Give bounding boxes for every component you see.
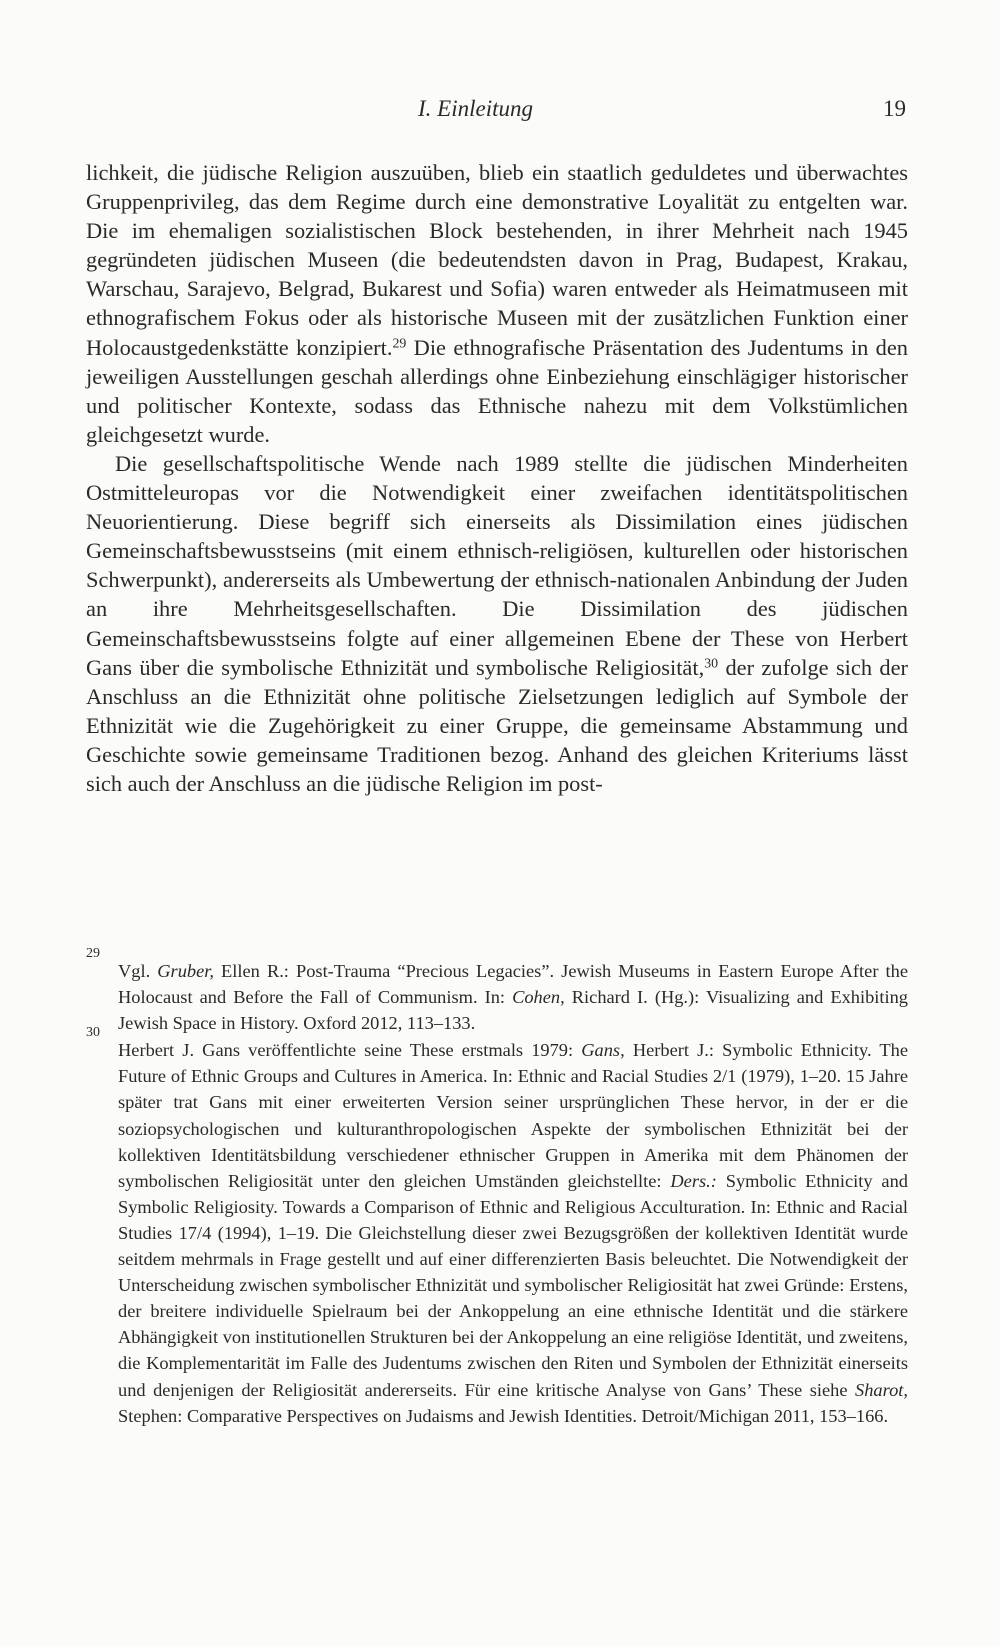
author-name: Gans,	[581, 1040, 625, 1061]
footnote-ref-30: 30	[704, 655, 719, 671]
footnotes	[86, 946, 908, 1430]
footnote-ref-29: 29	[392, 335, 407, 351]
footnote-text: Richard I. (Hg.): Visualizing and Exhibiting Jewish Space in History. Oxford 2012, 113–133.	[118, 987, 908, 1034]
main-text	[86, 158, 908, 798]
footnote-text: Stephen: Comparative Perspectives on Judaisms and Jewish Identities. Detroit/Michigan 2011, 153–166.	[118, 1405, 889, 1426]
paragraph-2-text-a: Die gesellschaftspolitische Wende nach 1989 stellte die jüdischen Minderheiten Ostmitteleuropas vor die Notwendigkeit einer zweifachen identitätspolitischen Neuorientierung. Diese begriff sich einerseits als Dissimilation eines jüdischen Gemeinschaftsbewusstseins (mit einem ethnisch-religiösen, kulturellen oder historischen Schwerpunkt), andererseits als Umbewertung der ethnisch-nationalen Anbindung der Juden an ihre Mehrheitsgesellschaften. Die Dissimilation des jüdischen Gemeinschaftsbewusstseins folgte auf einer allgemeinen Ebene der These von Herbert Gans über die symbolische Ethnizität und symbolische Religiosität,	[86, 450, 908, 680]
running-head: I. Einleitung	[418, 96, 533, 121]
paragraph-2	[86, 449, 908, 798]
footnote-text: Herbert J.: Symbolic Ethnicity. The Future of Ethnic Groups and Cultures in America. In: Ethnic and Racial Studies 2/1 (1979), 1–20. 15 Jahre später trat Gans mit einer erweiterten Version seiner ursprünglichen These hervor, in der er die soziopsychologischen und kulturanthropologischen Aspekte der symbolischen Ethnizität bei der kollektiven Identitätsbildung verschiedener ethnischer Gruppen in Amerika mit dem Phänomen der symbolischen Religiosität unter den gleichen Umständen gleichstellte:	[118, 1040, 908, 1191]
author-name: Cohen,	[512, 987, 565, 1008]
footnote-text: Herbert J. Gans veröffentlichte seine These erstmals 1979:	[118, 1040, 582, 1061]
paragraph-2-text-b: der zufolge sich der Anschluss an die Ethnizität ohne politische Zielsetzungen lediglich auf Symbole der Ethnizität wie die Zugehörigkeit zu einer Gruppe, die gemeinsame Abstammung und Geschichte sowie gemeinsame Traditionen bezog. Anhand des gleichen Kriteriums lässt sich auch der Anschluss an die jüdische Religion im post-	[86, 654, 908, 796]
author-name: Ders.:	[670, 1170, 717, 1191]
author-name: Gruber,	[157, 961, 214, 981]
footnote-text: Symbolic Ethnicity and Symbolic Religiosity. Towards a Comparison of Ethnic and Religious Acculturation. In: Ethnic and Racial Studies 17/4 (1994), 1–19. Die Gleichstellung dieser zwei Bezugsgrößen der kollektiven Identität wurde seitdem mehrmals in Frage gestellt und auf einer differenzierten Basis beleuchtet. Die Notwendigkeit der Unterscheidung zwischen symbolischer Ethnizität und symbolischer Religiosität hat zwei Gründe: Erstens, der breitere individuelle Spielraum bei der Ankoppelung an eine ethnische Identität und die stärkere Abhängigkeit von institutionellen Strukturen bei der Ankoppelung an eine religiöse Identität, und zweitens, die Komplementarität im Falle des Judentums zwischen den Riten und Symbolen der Ethnizität einerseits und denjenigen der Religiosität andererseits. Für eine kritische Analyse von Gans’ These siehe	[118, 1170, 908, 1400]
page-number: 19	[883, 96, 906, 121]
footnote-29: 29 Vgl. Gruber, Ellen R.: Post-Trauma “Precious Legacies”. Jewish Museums in Eastern Europe After the Holocaust and Before the Fall of Communism. In: Cohen, Richard I. (Hg.): Visualizing and Exhibiting Jewish Space in History. Oxford 2012, 113–133.	[86, 946, 908, 1034]
paragraph-1-text-b: Die ethnografische Präsentation des Judentums in den jeweiligen Ausstellungen geschah allerdings ohne Einbeziehung einschlägiger historischer und politischer Kontexte, sodass das Ethnische nahezu mit dem Volkstümlichen gleichgesetzt wurde.	[86, 334, 908, 447]
author-name: Sharot,	[855, 1379, 908, 1400]
footnote-30: 30 Herbert J. Gans veröffentlichte seine These erstmals 1979: Gans, Herbert J.: Symbolic Ethnicity. The Future of Ethnic Groups and Cultures in America. In: Ethnic and Racial Studies 2/1 (1979), 1–20. 15 Jahre später trat Gans mit einer erweiterten Version seiner ursprünglichen These hervor, in der er die soziopsychologischen und kulturanthropologischen Aspekte der symbolischen Ethnizität bei der kollektiven Identitätsbildung verschiedener ethnischer Gruppen in Amerika mit dem Phänomen der symbolischen Religiosität unter den gleichen Umständen gleichstellte: Ders.: Symbolic Ethnicity and Symbolic Religiosity. Towards a Comparison of Ethnic and Religious Acculturation. In: Ethnic and Racial Studies 17/4 (1994), 1–19. Die Gleichstellung dieser zwei Bezugsgrößen der kollektiven Identität wurde seitdem mehrmals in Frage gestellt und auf einer differenzierten Basis beleuchtet. Die Notwendigkeit der Unterscheidung zwischen symbolischer Ethnizität und symbolischer Religiosität hat zwei Gründe: Erstens, der breitere individuelle Spielraum bei der Ankoppelung an eine ethnische Identität und die stärkere Abhängigkeit von institutionellen Strukturen bei der Ankoppelung an eine religiöse Identität, und zweitens, die Komplementarität im Falle des Judentums zwischen den Riten und Symbolen der Ethnizität einerseits und denjenigen der Religiosität andererseits. Für eine kritische Analyse von Gans’ These siehe Sharot, Stephen: Comparative Perspectives on Judaisms and Jewish Identities. Detroit/Michigan 2011, 153–166.	[86, 1025, 908, 1426]
page-header	[88, 96, 906, 126]
paragraph-1	[86, 158, 908, 449]
footnote-text: Vgl.	[118, 961, 158, 981]
paragraph-1-text-a: lichkeit, die jüdische Religion auszuüben, blieb ein staatlich geduldetes und überwachtes Gruppenprivileg, das dem Regime durch eine demonstrative Loyalität zu entgelten war. Die im ehemaligen sozialistischen Block bestehenden, in ihrer Mehrheit nach 1945 gegründeten jüdischen Museen (die bedeutendsten davon in Prag, Budapest, Krakau, Warschau, Sarajevo, Belgrad, Bukarest und Sofia) waren entweder als Heimatmuseen mit ethnografischem Fokus oder als historische Museen mit der zusätzlichen Funktion einer Holocaustgedenkstätte konzipiert.	[86, 160, 908, 360]
footnote-text: Ellen R.: Post-Trauma “Precious Legacies”. Jewish Museums in Eastern Europe After the Holocaust and Before the Fall of Communism. In:	[118, 961, 908, 1008]
